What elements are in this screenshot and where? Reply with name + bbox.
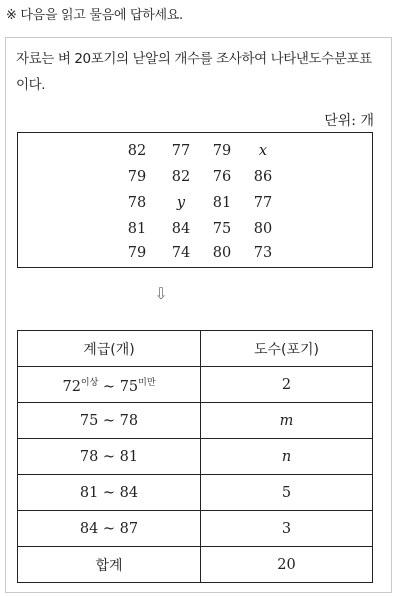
- frequency-cell: m: [201, 403, 373, 439]
- column-header-class: 계급(개): [18, 331, 201, 367]
- data-value: 75: [212, 221, 232, 237]
- table-row: [18, 511, 373, 547]
- class-cell: [18, 367, 201, 403]
- data-value: 78: [127, 195, 147, 211]
- class-from-suffix: 이상: [80, 377, 99, 388]
- class-from: 72: [62, 378, 81, 395]
- table-row: [18, 475, 373, 511]
- data-value: 76: [212, 169, 232, 185]
- data-value: 82: [127, 143, 147, 159]
- data-value: 82: [171, 169, 191, 185]
- data-value: 73: [253, 245, 273, 261]
- data-value: 86: [253, 169, 273, 185]
- class-cell: 84 ~ 87: [18, 511, 201, 547]
- frequency-table: [17, 330, 373, 583]
- down-arrow-icon: ⇩: [154, 284, 168, 303]
- class-cell: 78 ~ 81: [18, 439, 201, 475]
- table-total-row: [18, 547, 373, 583]
- data-value: 77: [253, 195, 273, 211]
- raw-data-box: [17, 132, 373, 268]
- data-row: [18, 195, 372, 219]
- table-header-row: [18, 331, 373, 367]
- class-to-suffix: 미만: [138, 377, 156, 388]
- frequency-cell: 3: [201, 511, 373, 547]
- frequency-cell: n: [201, 439, 373, 475]
- frequency-cell: 5: [201, 475, 373, 511]
- data-value: 80: [253, 221, 273, 237]
- data-value-variable: x: [258, 143, 268, 159]
- data-value: 80: [212, 245, 232, 261]
- data-value: 79: [127, 169, 147, 185]
- instruction-text: ※ 다음을 읽고 물음에 답하세요.: [6, 8, 183, 23]
- total-value: 20: [201, 547, 373, 583]
- table-row: [18, 439, 373, 475]
- table-row: [18, 367, 373, 403]
- unit-label: 단위: 개: [324, 113, 374, 129]
- total-label: 합계: [18, 547, 201, 583]
- data-value: 77: [171, 143, 191, 159]
- question-text: 자료는 벼 20포기의 낟알의 개수를 조사하여 나타낸도수분포표이다.: [16, 51, 372, 93]
- data-row: [18, 245, 372, 269]
- question-box: [5, 37, 392, 593]
- table-row: [18, 403, 373, 439]
- data-value: 74: [171, 245, 191, 261]
- class-separator: ~: [98, 378, 120, 395]
- class-cell: 81 ~ 84: [18, 475, 201, 511]
- frequency-cell: 2: [201, 367, 373, 403]
- column-header-frequency: 도수(포기): [201, 331, 373, 367]
- class-cell: 75 ~ 78: [18, 403, 201, 439]
- data-row: [18, 169, 372, 193]
- data-row: [18, 221, 372, 245]
- data-row: [18, 143, 372, 167]
- data-value: 79: [212, 143, 232, 159]
- data-value: 84: [171, 221, 191, 237]
- data-value: 81: [212, 195, 232, 211]
- data-value-variable: y: [176, 195, 186, 211]
- data-value: 79: [127, 245, 147, 261]
- data-value: 81: [127, 221, 147, 237]
- class-to: 75: [119, 378, 139, 395]
